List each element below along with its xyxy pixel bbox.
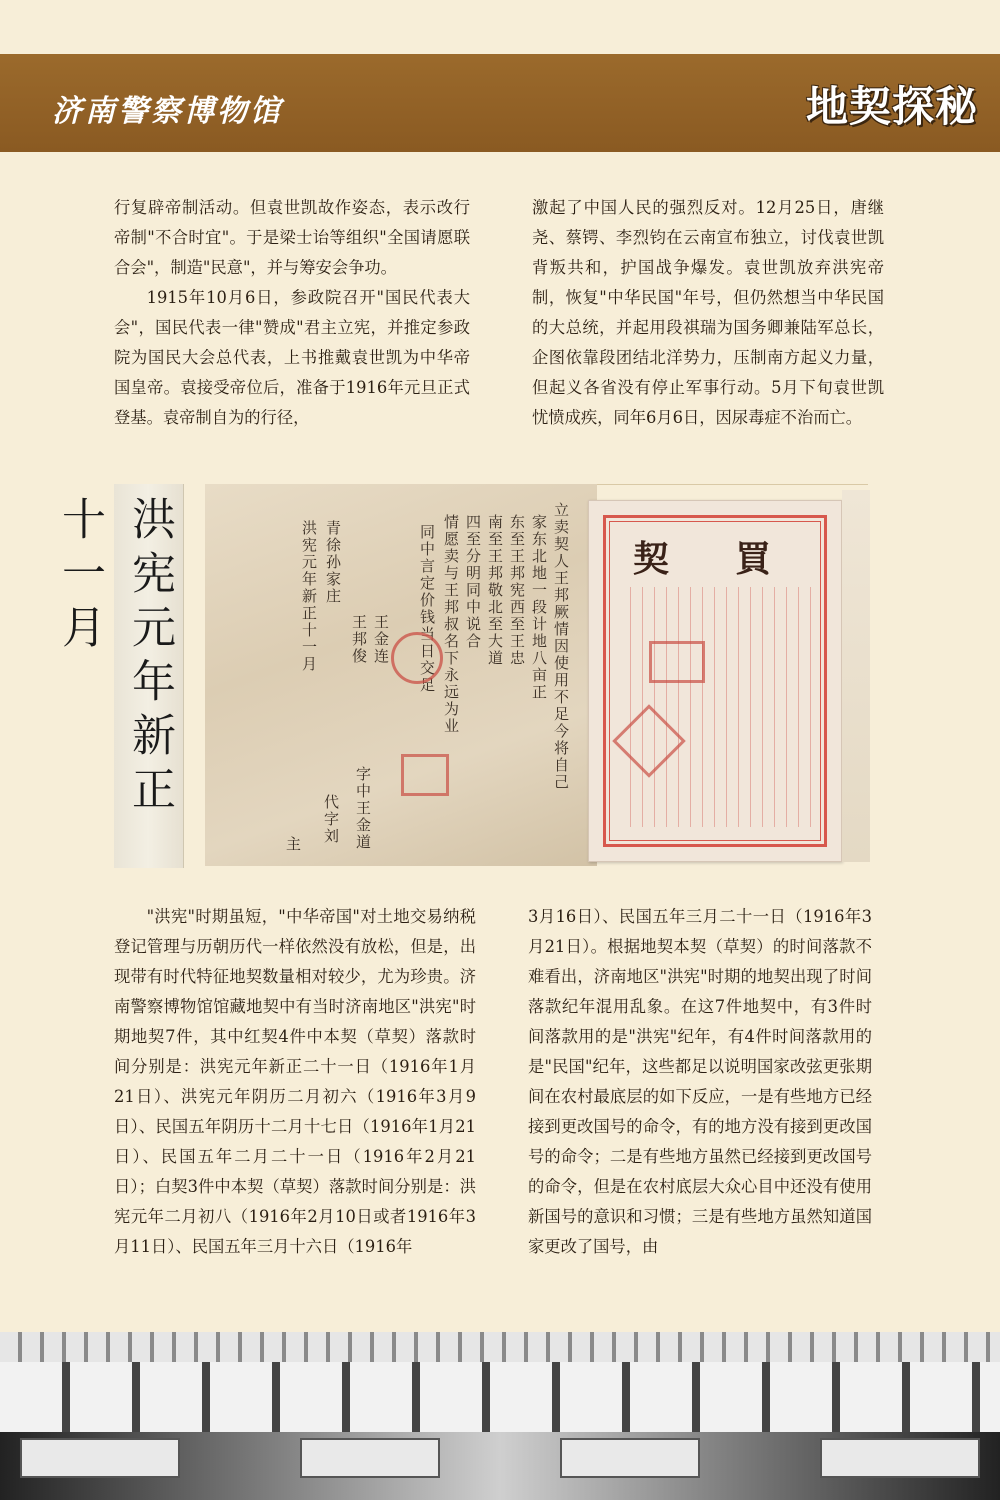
white-deed-photo [205, 484, 597, 866]
article-column-4 [528, 902, 872, 1262]
article-column-3 [114, 902, 476, 1262]
deed-text-column: 东至王邦宪西至王忠 [508, 514, 526, 667]
section-title: 地契探秘 [805, 82, 978, 131]
red-seal-icon [401, 754, 449, 796]
deed-text-column: 代字刘 [322, 794, 340, 845]
paragraph: "洪宪"时期虽短，"中华帝国"对土地交易纳税登记管理与历朝历代一样依然没有放松，但是，出现带有时代特征地契数量相对较少，尤为珍贵。济南警察博物馆馆藏地契中有当时济南地区"洪宪"时期地契7件，其中红契4件中本契（草契）落款时间分别是：洪宪元年新正二十一日（1916年1月21日）、洪宪元年阴历二月初六（1916年3月9日）、民国五年阴历十二月十七日（1916年1月21日）、民国五年二月二十一日（1916年2月21日）；白契3件中本契（草契）落款时间分别是：洪宪元年二月初八（1916年2月10日或者1916年3月11日）、民国五年三月十六日（1916年 [114, 907, 476, 1256]
red-seal-icon [649, 641, 705, 683]
deed-detail-text: 洪宪元年新正十一月 [54, 496, 175, 820]
deed-text-column: 王邦俊 [350, 614, 368, 665]
paragraph: 1915年10月6日，参政院召开"国民代表大会"，国民代表一律"赞成"君主立宪，并推定参政院为国民大会总代表，上书推戴袁世凯为中华帝国皇帝。袁接受帝位后，准备于1916年元旦正式登基。袁帝制自为的行径， [114, 288, 470, 427]
deed-text-column: 青徐孙家庄 [324, 520, 342, 605]
gallery-ceiling [0, 1332, 1000, 1362]
museum-brand: 济南警察博物馆 [52, 94, 283, 129]
paragraph: 3月16日）、民国五年三月二十一日（1916年3月21日）。根据地契本契（草契）的时间落款不难看出，济南地区"洪宪"时期的地契出现了时间落款纪年混用乱象。在这7件地契中，有3件时间落款用的是"洪宪"纪年，有4件时间落款用的是"民国"纪年，这些都足以说明国家改弦更张期间在农村最底层的如下反应，一是有些地方已经接到更改国号的命令，有的地方没有接到更改国号的命令；二是有些地方虽然已经接到更改国号的命令，但是在农村底层大众心目中还没有使用新国号的意识和习惯；三是有些地方虽然知道国家更改了国号，由 [528, 907, 872, 1256]
article-column-1 [114, 193, 470, 433]
red-deed-photo [588, 500, 842, 862]
display-case [300, 1438, 440, 1478]
deed-text-column: 王金连 [372, 614, 390, 665]
deed-text-column: 立卖契人王邦厥情因使用不足今将自己 [552, 502, 570, 791]
museum-gallery-photo [0, 1332, 1000, 1500]
deed-text-column: 情愿卖与王邦叔名下永远为业 [442, 514, 460, 735]
paragraph: 行复辟帝制活动。但袁世凯故作姿态，表示改行帝制"不合时宜"。于是梁士诒等组织"全国请愿联合会"，制造"民意"，并与筹安会争功。 [114, 198, 470, 277]
deed-text-column: 主 [284, 836, 302, 853]
display-case [20, 1438, 180, 1478]
article-column-2 [532, 193, 884, 433]
red-seal-icon [391, 632, 443, 684]
display-case [820, 1438, 980, 1478]
deed-title-char: 買 [735, 538, 772, 580]
deed-text-column: 家东北地一段计地八亩正 [530, 514, 548, 701]
gallery-wall [0, 1362, 1000, 1432]
deed-detail-strip [54, 484, 184, 868]
deed-title-char: 契 [633, 538, 670, 580]
deed-text-column: 同中言定价钱当日交足 [418, 524, 436, 694]
deed-text-column: 字中王金道 [354, 766, 372, 851]
display-case [560, 1438, 700, 1478]
deed-text-column: 四至分明同中说合 [464, 514, 482, 650]
deed-text-column: 南至王邦敬北至大道 [486, 514, 504, 667]
paragraph: 激起了中国人民的强烈反对。12月25日，唐继尧、蔡锷、李烈钧在云南宣布独立，讨伐袁世凯背叛共和，护国战争爆发。袁世凯放弃洪宪帝制，恢复"中华民国"年号，但仍然想当中华民国的大总统，并起用段祺瑞为国务卿兼陆军总长，企图依靠段团结北洋势力，压制南方起义力量，但起义各省没有停止军事行动。5月下旬袁世凯忧愤成疾，同年6月6日，因尿毒症不治而亡。 [532, 198, 884, 427]
deed-text-column: 洪宪元年新正十一月 [300, 520, 318, 673]
third-deed-photo [842, 490, 870, 862]
